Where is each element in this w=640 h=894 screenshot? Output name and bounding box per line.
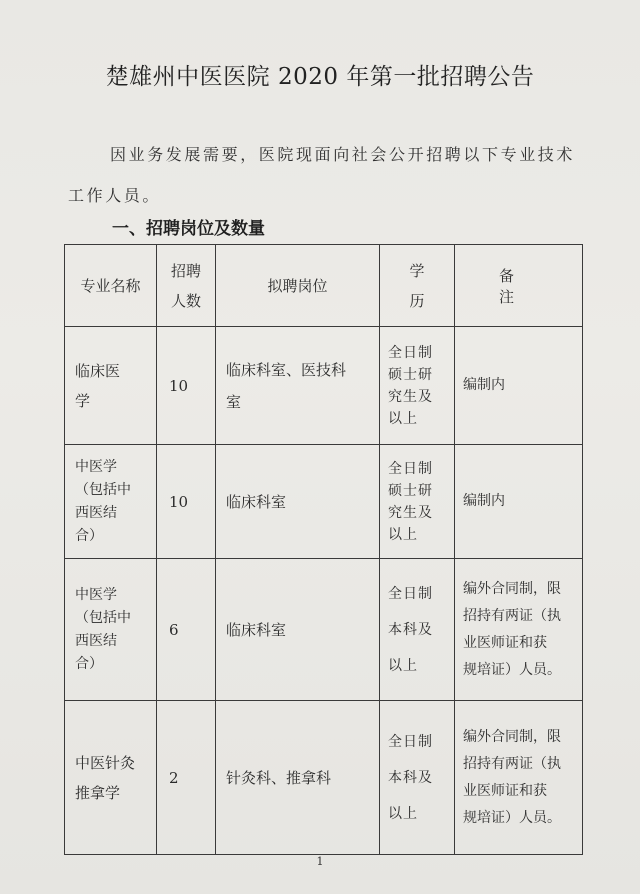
header-position: 拟聘岗位 <box>216 245 380 327</box>
cell-position: 临床科室 <box>216 559 380 701</box>
cell-education: 全日制 本科及 以上 <box>380 559 455 701</box>
cell-position: 临床科室、医技科 室 <box>216 327 380 445</box>
cell-count: 10 <box>157 327 216 445</box>
cell-education: 全日制 硕士研 究生及 以上 <box>380 327 455 445</box>
cell-count: 6 <box>157 559 216 701</box>
cell-remarks: 编制内 <box>455 445 583 559</box>
intro-text: 因业务发展需要，医院现面向社会公开招聘以下专业技术 <box>110 145 576 164</box>
table-row <box>65 701 583 855</box>
page-title: 楚雄州中医医院 2020 年第一批招聘公告 <box>105 64 535 90</box>
cell-major: 中医学 （包括中 西医结 合） <box>65 559 157 701</box>
table-row <box>65 559 583 701</box>
cell-remarks: 编外合同制，限 招持有两证（执 业医师证和获 规培证）人员。 <box>455 559 583 701</box>
header-count: 招聘 人数 <box>157 245 216 327</box>
cell-position: 临床科室 <box>216 445 380 559</box>
cell-major: 临床医 学 <box>65 327 157 445</box>
intro-text-continued: 工作人员。 <box>68 186 162 205</box>
cell-remarks: 编外合同制，限 招持有两证（执 业医师证和获 规培证）人员。 <box>455 701 583 855</box>
header-education: 学 历 <box>380 245 455 327</box>
header-remarks: 备注 <box>455 245 583 327</box>
section-heading: 一、招聘岗位及数量 <box>112 219 265 239</box>
cell-education: 全日制 硕士研 究生及 以上 <box>380 445 455 559</box>
cell-major: 中医学 （包括中 西医结 合） <box>65 445 157 559</box>
table-row <box>65 445 583 559</box>
table-row <box>65 327 583 445</box>
header-major: 专业名称 <box>65 245 157 327</box>
cell-position: 针灸科、推拿科 <box>216 701 380 855</box>
cell-major: 中医针灸 推拿学 <box>65 701 157 855</box>
cell-count: 10 <box>157 445 216 559</box>
cell-education: 全日制 本科及 以上 <box>380 701 455 855</box>
recruitment-table <box>64 244 583 855</box>
cell-count: 2 <box>157 701 216 855</box>
table-header-row <box>65 245 583 327</box>
cell-remarks: 编制内 <box>455 327 583 445</box>
page-number: 1 <box>316 855 324 868</box>
